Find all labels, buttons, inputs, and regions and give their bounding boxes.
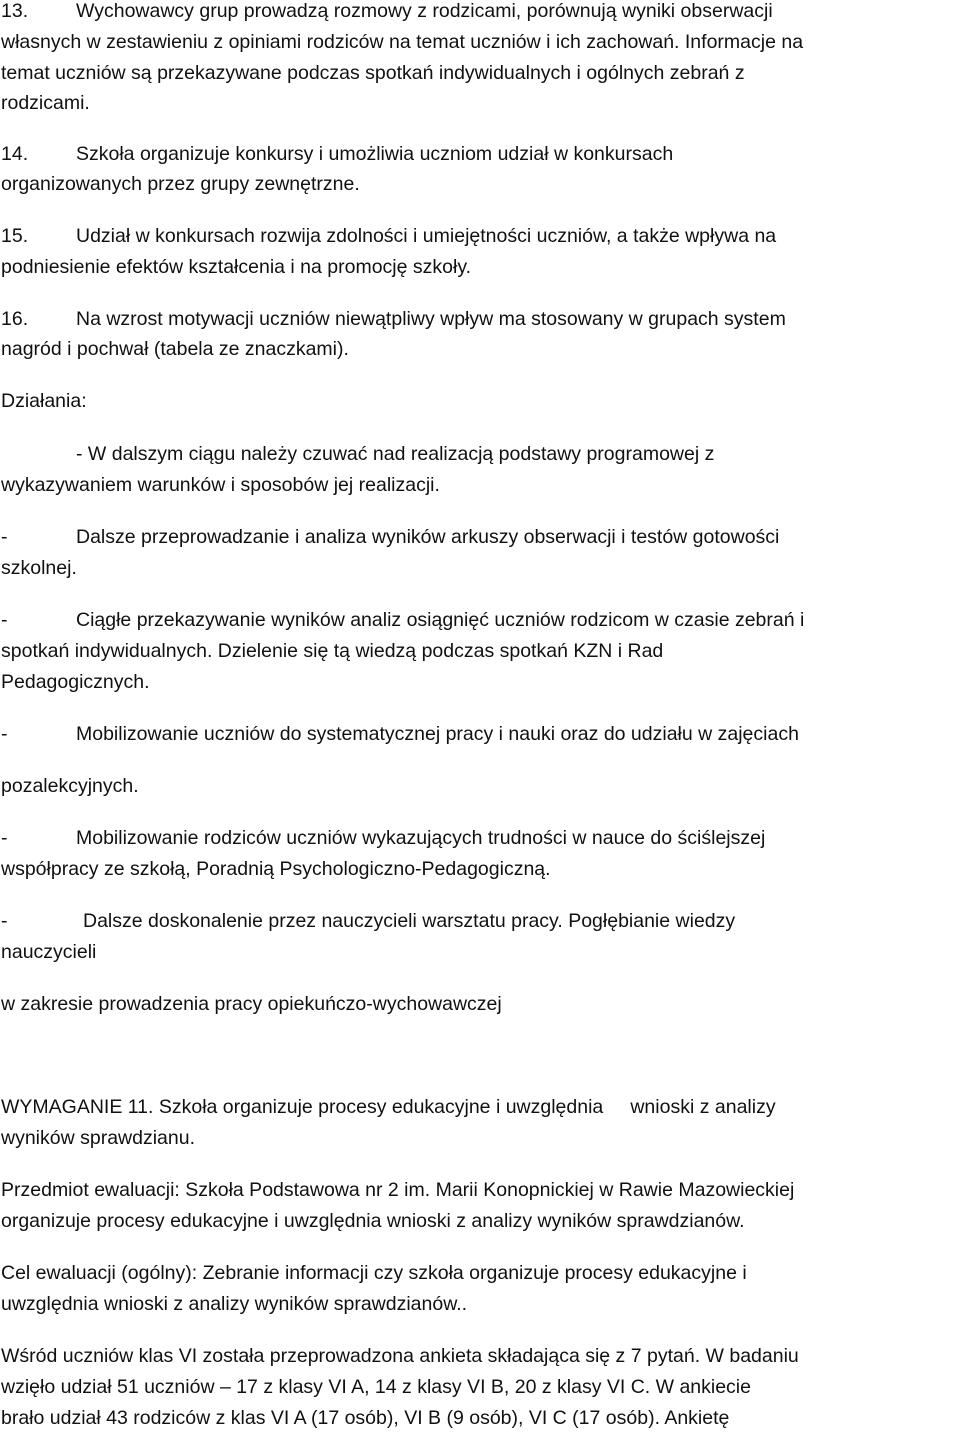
item-14-line-1 xyxy=(1,141,673,167)
item-13-line-2: własnych w zestawieniu z opiniami rodziców na temat uczniów i ich zachowań. Informacje na xyxy=(1,31,804,53)
goal-line-2: uwzględnia wnioski z analizy wyników sprawdzianów.. xyxy=(1,1293,468,1315)
action-6-line-2: nauczycieli xyxy=(1,941,97,963)
action-text: - W dalszym ciągu należy czuwać nad realizacją podstawy programowej z xyxy=(76,443,715,465)
item-number: 13. xyxy=(1,0,29,22)
bullet-dash: - xyxy=(1,910,8,932)
item-text: Wychowawcy grup prowadzą rozmowy z rodzicami, porównują wyniki obserwacji xyxy=(76,0,773,22)
actions-heading: Działania: xyxy=(1,390,87,412)
action-4-line-1 xyxy=(1,721,799,747)
action-text: Dalsze przeprowadzanie i analiza wyników arkuszy obserwacji i testów gotowości xyxy=(76,526,780,548)
action-1-line-1 xyxy=(1,441,714,467)
item-13-line-1 xyxy=(1,0,773,24)
subject-line-2: organizuje procesy edukacyjne i uwzględnia wnioski z analizy wyników sprawdzianów. xyxy=(1,1210,745,1232)
item-number: 16. xyxy=(1,308,29,330)
subject-line-1: Przedmiot ewaluacji: Szkoła Podstawowa nr 2 im. Marii Konopnickiej w Rawie Mazowieckiej xyxy=(1,1179,795,1201)
item-text: Szkoła organizuje konkursy i umożliwia uczniom udział w konkursach xyxy=(76,143,674,165)
action-text: Mobilizowanie uczniów do systematycznej pracy i nauki oraz do udziału w zajęciach xyxy=(76,723,799,745)
survey-line-1: Wśród uczniów klas VI została przeprowadzona ankieta składająca się z 7 pytań. W badaniu xyxy=(1,1345,799,1367)
requirement-line-1: WYMAGANIE 11. Szkoła organizuje procesy edukacyjne i uwzględnia wnioski z analizy xyxy=(1,1096,776,1118)
action-5-line-2: współpracy ze szkołą, Poradnią Psychologiczno-Pedagogiczną. xyxy=(1,858,551,880)
action-2-line-1 xyxy=(1,524,779,550)
requirement-line-2: wyników sprawdzianu. xyxy=(1,1127,196,1149)
action-text: Ciągłe przekazywanie wyników analiz osiągnięć uczniów rodzicom w czasie zebrań i xyxy=(76,609,805,631)
item-14-line-2: organizowanych przez grupy zewnętrzne. xyxy=(1,173,360,195)
action-6-line-3: w zakresie prowadzenia pracy opiekuńczo-wychowawczej xyxy=(1,993,502,1015)
item-text: Udział w konkursach rozwija zdolności i umiejętności uczniów, a także wpływa na xyxy=(76,225,777,247)
action-5-line-1 xyxy=(1,825,765,851)
action-3-line-1 xyxy=(1,607,804,633)
item-number: 15. xyxy=(1,225,29,247)
item-15-line-2: podniesienie efektów kształcenia i na promocję szkoły. xyxy=(1,256,472,278)
action-4-line-2: pozalekcyjnych. xyxy=(1,775,139,797)
action-6-line-1 xyxy=(1,908,735,934)
bullet-dash: - xyxy=(1,609,8,631)
action-text: Mobilizowanie rodziców uczniów wykazujących trudności w nauce do ściślejszej xyxy=(76,827,766,849)
goal-line-1: Cel ewaluacji (ogólny): Zebranie informacji czy szkoła organizuje procesy edukacyjne i xyxy=(1,1262,747,1284)
item-16-line-1 xyxy=(1,306,786,332)
item-13-line-4: rodzicami. xyxy=(1,92,90,114)
item-13-line-3: temat uczniów są przekazywane podczas spotkań indywidualnych i ogólnych zebrań z xyxy=(1,62,745,84)
action-3-line-3: Pedagogicznych. xyxy=(1,671,150,693)
survey-line-3: brało udział 43 rodziców z klas VI A (17 osób), VI B (9 osób), VI C (17 osób). Ankietę xyxy=(1,1407,730,1429)
item-15-line-1 xyxy=(1,223,776,249)
bullet-dash: - xyxy=(1,526,8,548)
action-text: Dalsze doskonalenie przez nauczycieli warsztatu pracy. Pogłębianie wiedzy xyxy=(83,910,736,932)
item-16-line-2: nagród i pochwał (tabela ze znaczkami). xyxy=(1,338,349,360)
action-1-line-2: wykazywaniem warunków i sposobów jej realizacji. xyxy=(1,474,440,496)
item-text: Na wzrost motywacji uczniów niewątpliwy wpływ ma stosowany w grupach system xyxy=(76,308,786,330)
action-2-line-2: szkolnej. xyxy=(1,557,77,579)
item-number: 14. xyxy=(1,143,29,165)
action-3-line-2: spotkań indywidualnych. Dzielenie się tą wiedzą podczas spotkań KZN i Rad xyxy=(1,640,664,662)
survey-line-2: wzięło udział 51 uczniów – 17 z klasy VI A, 14 z klasy VI B, 20 z klasy VI C. W ankiecie xyxy=(1,1376,751,1398)
bullet-dash: - xyxy=(1,723,8,745)
bullet-dash: - xyxy=(1,827,8,849)
